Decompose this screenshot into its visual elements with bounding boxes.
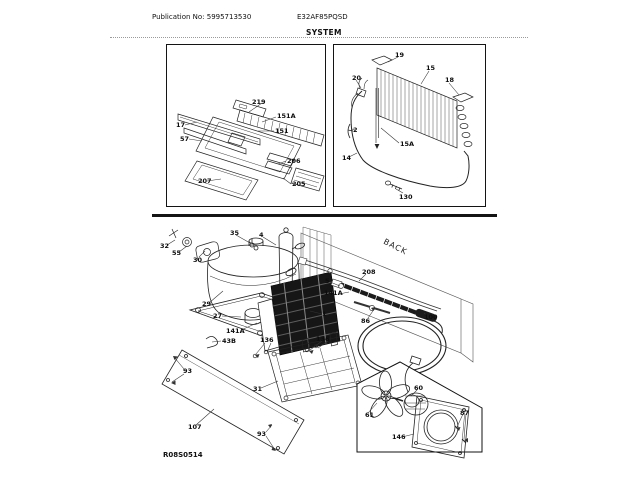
model-number: E32AF85PQSD [297,13,348,21]
fan-assembly-drawing [357,356,482,458]
part-label-30: 30 [193,256,203,264]
part-label-18: 18 [445,76,455,84]
part-label-2: 2 [353,126,358,134]
part-label-15: 15 [426,64,436,72]
part-label-32: 32 [160,242,170,250]
part-label-4: 4 [259,231,264,239]
part-label-55: 55 [172,249,182,257]
part-label-130: 130 [399,193,413,201]
part-label-14: 14 [342,154,352,162]
part-label-19: 19 [395,51,405,59]
part-label-208: 208 [362,268,376,276]
publication-number: Publication No: 5995713530 [152,13,252,21]
part-label-219: 219 [252,98,266,106]
part-label-17: 17 [176,121,186,129]
part-label-151A: 151A [277,112,296,120]
part-label-1: 1 [322,310,327,318]
part-label-87: 87 [460,409,470,417]
part-label-146: 146 [392,433,406,441]
part-label-5: 5 [325,277,330,285]
part-label-141A-right: 141A [324,289,343,297]
part-label-93-lower: 93 [257,430,267,438]
part-label-151: 151 [275,127,289,135]
part-label-61: 61 [365,411,375,419]
part-label-35: 35 [230,229,240,237]
part-label-15A: 15A [400,140,415,148]
back-orientation-label: BACK [381,237,409,257]
page-title: SYSTEM [306,28,342,37]
part-label-206: 206 [287,157,301,165]
part-label-205: 205 [292,180,306,188]
part-label-43B: 43B [222,337,236,345]
part-label-141A-left: 141A [226,327,245,335]
part-label-20: 20 [352,74,362,82]
drawing-code: R08S0514 [163,451,203,459]
part-label-136-left: 136 [260,336,274,344]
part-label-100: 100 [424,313,438,321]
part-label-207: 207 [198,177,212,185]
part-label-136-right: 136 [316,335,330,343]
part-label-93-upper: 93 [183,367,193,375]
part-label-107: 107 [188,423,202,431]
part-label-57: 57 [180,135,190,143]
part-label-86: 86 [361,317,371,325]
part-label-27: 27 [213,312,223,320]
part-label-60: 60 [414,384,424,392]
part-label-29: 29 [202,300,212,308]
condenser-coil-drawing [348,56,473,191]
part-label-31: 31 [253,385,263,393]
